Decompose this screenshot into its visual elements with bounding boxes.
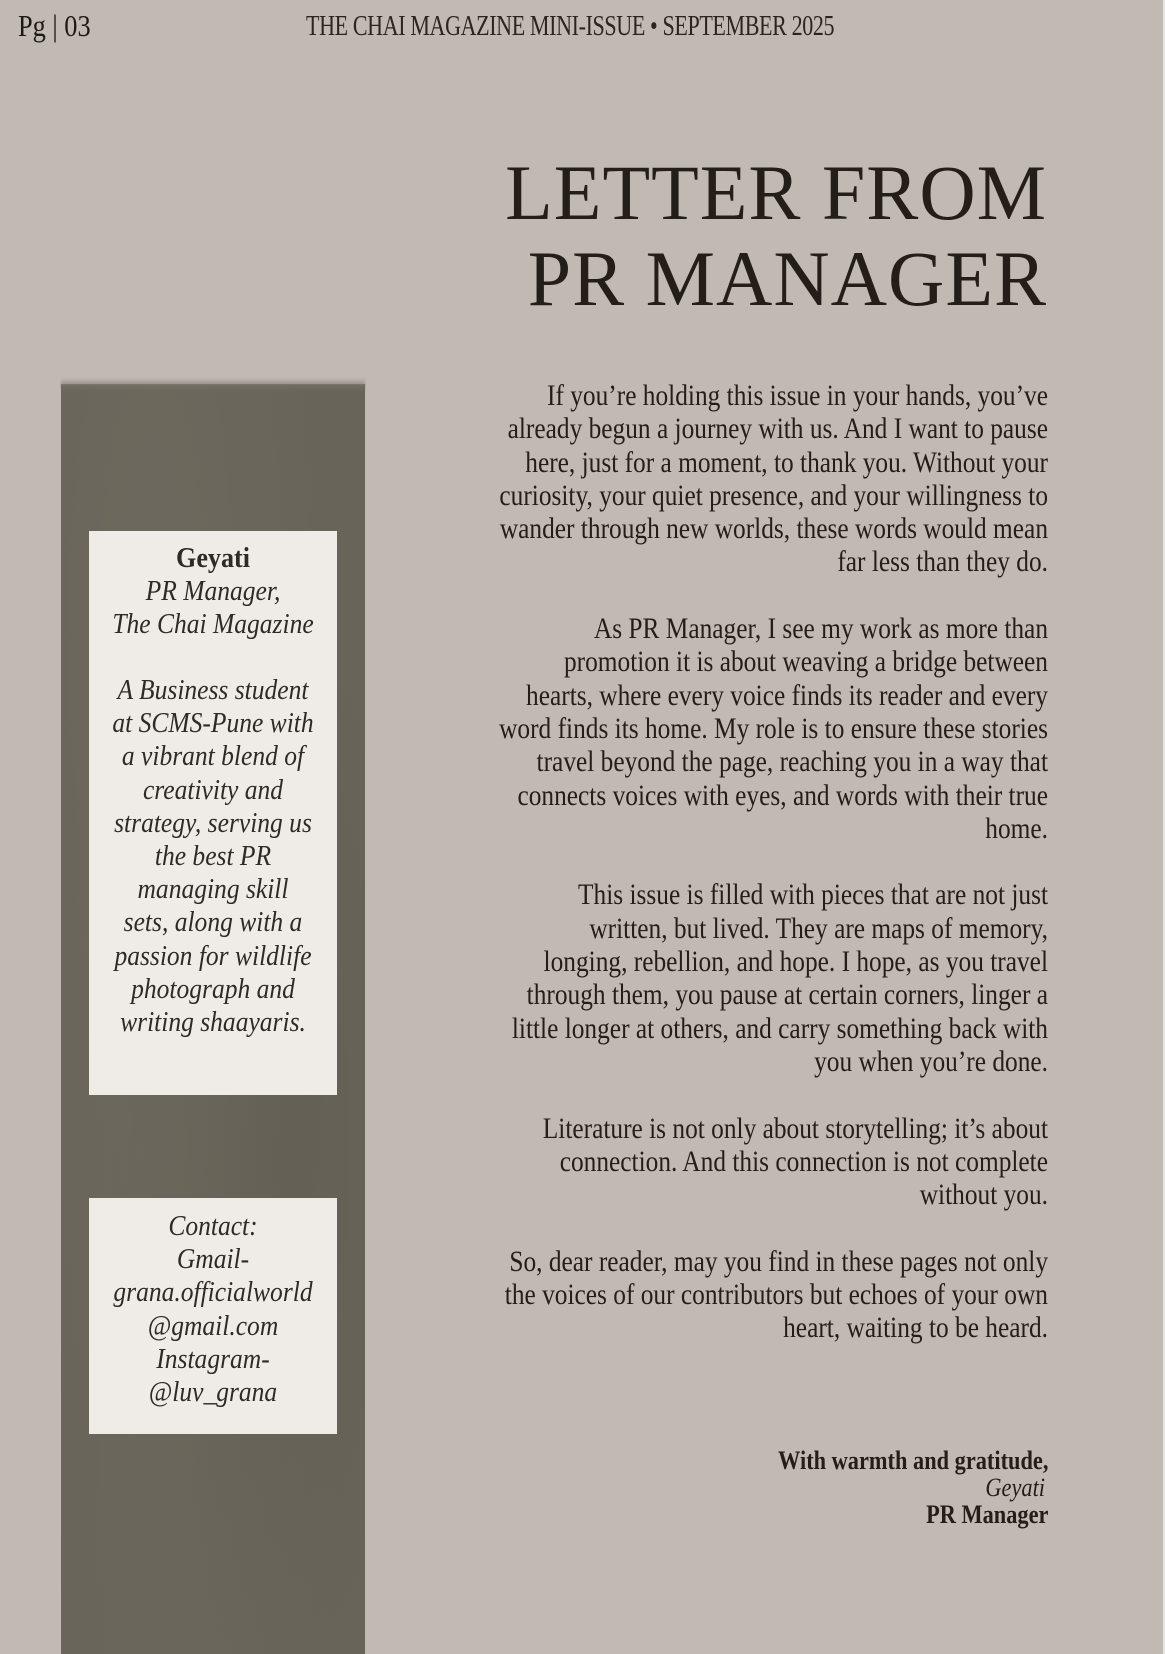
text-line: This issue is filled with pieces that are not just bbox=[578, 879, 1048, 912]
letter-paragraph bbox=[408, 613, 1048, 846]
text-line: little longer at others, and carry something back with bbox=[511, 1012, 1048, 1045]
bio-line: passion for wildlife bbox=[114, 939, 312, 972]
signoff-closing: With warmth and gratitude, bbox=[777, 1446, 1048, 1475]
text-line: you when you’re done. bbox=[814, 1045, 1048, 1078]
bio-line: creativity and bbox=[142, 773, 284, 806]
contact-email-label: Gmail- bbox=[176, 1243, 250, 1276]
letter-paragraph bbox=[408, 879, 1048, 1079]
running-header: THE CHAI MAGAZINE MINI-ISSUE • SEPTEMBER 2025 bbox=[306, 10, 835, 42]
text-line: far less than they do. bbox=[837, 546, 1048, 579]
title-line: LETTER FROM bbox=[505, 149, 1047, 236]
text-line: here, just for a moment, to thank you. Without your bbox=[525, 446, 1048, 479]
text-line: the voices of our contributors but echoes of your own bbox=[504, 1279, 1048, 1312]
contact-card bbox=[89, 1198, 337, 1434]
text-line: hearts, where every voice finds its reader and every bbox=[526, 679, 1048, 712]
author-name: Geyati bbox=[176, 542, 250, 574]
bio-line: photograph and bbox=[131, 972, 295, 1005]
text-line: written, but lived. They are maps of memory, bbox=[589, 912, 1048, 945]
text-line: So, dear reader, may you find in these pages not only bbox=[509, 1245, 1048, 1278]
contact-instagram-label: Instagram- bbox=[156, 1342, 270, 1375]
text-line: connection. And this connection is not complete bbox=[559, 1145, 1048, 1178]
bio-line: the best PR bbox=[154, 840, 272, 873]
text-line: already begun a journey with us. And I want to pause bbox=[507, 413, 1048, 446]
text-line: If you’re holding this issue in your hands, you’ve bbox=[547, 380, 1048, 412]
signoff-name: Geyati bbox=[984, 1473, 1045, 1502]
author-description bbox=[104, 674, 322, 1039]
author-role: PR Manager, bbox=[145, 575, 281, 607]
text-line: without you. bbox=[919, 1179, 1048, 1212]
bio-line: strategy, serving us bbox=[114, 806, 312, 839]
bio-line: at SCMS-Pune with bbox=[112, 707, 314, 740]
letter-paragraph bbox=[408, 1246, 1048, 1346]
author-bio-card bbox=[89, 531, 337, 1095]
letter-body bbox=[408, 380, 1048, 1379]
text-line: home. bbox=[985, 812, 1048, 845]
text-line: wander through new worlds, these words would mean bbox=[499, 513, 1048, 546]
text-line: promotion it is about weaving a bridge between bbox=[563, 646, 1048, 679]
contact-email: grana.officialworld bbox=[113, 1276, 313, 1309]
text-line: Literature is not only about storytelling; it’s about bbox=[542, 1112, 1048, 1145]
signoff-title: PR Manager bbox=[925, 1500, 1048, 1529]
page-title bbox=[505, 150, 1047, 322]
bio-line: a vibrant blend of bbox=[121, 740, 305, 773]
title-line: PR MANAGER bbox=[527, 235, 1047, 322]
bio-line: managing skill bbox=[137, 873, 289, 906]
letter-signoff bbox=[734, 1447, 1048, 1528]
contact-label: Contact: bbox=[168, 1210, 258, 1242]
text-line: connects voices with eyes, and words with their true bbox=[517, 779, 1048, 812]
bio-line: sets, along with a bbox=[123, 906, 303, 939]
letter-paragraph bbox=[408, 1113, 1048, 1213]
page-number: Pg | 03 bbox=[18, 8, 91, 43]
bio-line: writing shaayaris. bbox=[120, 1006, 306, 1039]
contact-instagram-handle: @luv_grana bbox=[148, 1376, 278, 1409]
text-line: heart, waiting to be heard. bbox=[783, 1312, 1048, 1345]
text-line: As PR Manager, I see my work as more than bbox=[593, 613, 1048, 646]
text-line: travel beyond the page, reaching you in a way that bbox=[536, 746, 1048, 779]
text-line: curiosity, your quiet presence, and your willingness to bbox=[499, 479, 1048, 512]
text-line: longing, rebellion, and hope. I hope, as you travel bbox=[543, 946, 1048, 979]
letter-paragraph bbox=[408, 380, 1048, 580]
contact-email: @gmail.com bbox=[147, 1309, 279, 1342]
text-line: through them, you pause at certain corners, linger a bbox=[526, 979, 1048, 1012]
bio-line: A Business student bbox=[117, 674, 309, 706]
author-role: The Chai Magazine bbox=[112, 608, 314, 640]
text-line: word finds its home. My role is to ensure these stories bbox=[499, 712, 1048, 745]
